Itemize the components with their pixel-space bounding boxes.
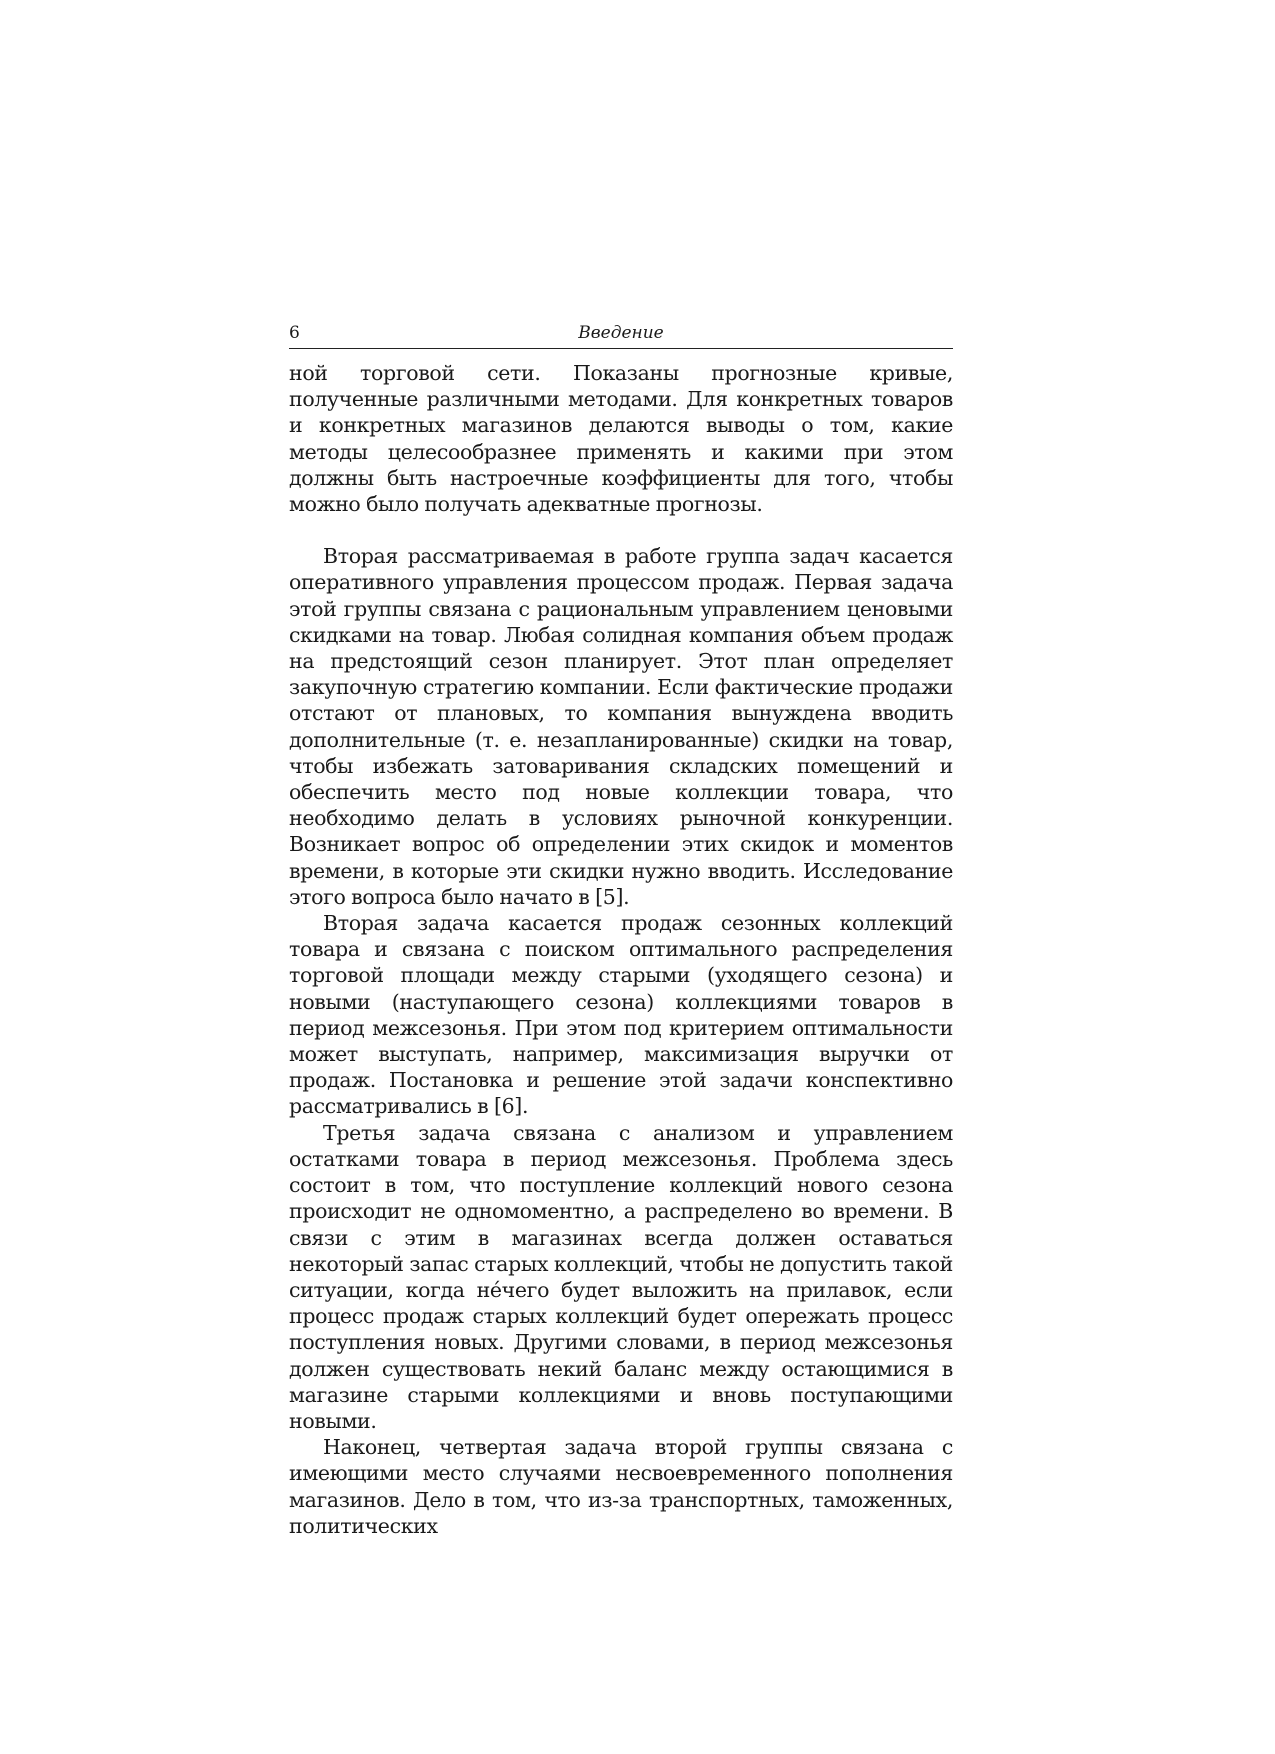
paragraph-second-group: Вторая рассматриваемая в работе группа задач касается оперативного управления процессом продаж. Первая задача этой группы связана с рациональным управлением ценовыми скидками на товар. Любая солидная компания объем продаж на предстоящий сезон планирует. Этот план определяет закупочную стратегию компании. Если фактические продажи отстают от плановых, то компания вынуждена вводить дополнительные (т. е. незапланированные) скидки на товар, чтобы избежать затоваривания складских помещений и обеспечить место под новые коллекции товара, что необходимо делать в условиях рыночной конкуренции. Возникает вопрос об определении этих скидок и моментов времени, в которые эти скидки нужно вводить. Исследование этого вопроса было начато в [5]. [289, 544, 953, 909]
body-text [289, 360, 953, 1539]
running-header [289, 322, 953, 349]
paragraph-continuation: ной торговой сети. Показаны прогнозные кривые, полученные различными методами. Для конкретных товаров и конкретных магазинов делаются выводы о том, какие методы целесообразнее применять и какими при этом должны быть настроечные коэффициенты для того, чтобы можно было получать адекватные прогнозы. [289, 361, 953, 517]
chapter-title: Введение [578, 323, 664, 343]
book-page [289, 322, 953, 1539]
page-number: 6 [289, 323, 300, 343]
paragraph-second-task: Вторая задача касается продаж сезонных коллекций товара и связана с поиском оптимального распределения торговой площади между старыми (уходящего сезона) и новыми (наступающего сезона) коллекциями товаров в период межсезонья. При этом под критерием оптимальности может выступать, например, максимизация выручки от продаж. Постановка и решение этой задачи конспективно рассматривались в [6]. [289, 911, 953, 1119]
paragraph-fourth-task: Наконец, четвертая задача второй группы связана с имеющими место случаями несвоевременного пополнения магазинов. Дело в том, что из-за транспортных, таможенных, политических [289, 1435, 953, 1538]
paragraph-third-task: Третья задача связана с анализом и управлением остатками товара в период межсезонья. Проблема здесь состоит в том, что поступление коллекций нового сезона происходит не одномоментно, а распределено во времени. В связи с этим в магазинах всегда должен оставаться некоторый запас старых коллекций, чтобы не допустить такой ситуации, когда не́чего будет выложить на прилавок, если процесс продаж старых коллекций будет опережать процесс поступления новых. Другими словами, в период межсезонья должен существовать некий баланс между остающимися в магазине старыми коллекциями и вновь поступающими новыми. [289, 1120, 953, 1433]
